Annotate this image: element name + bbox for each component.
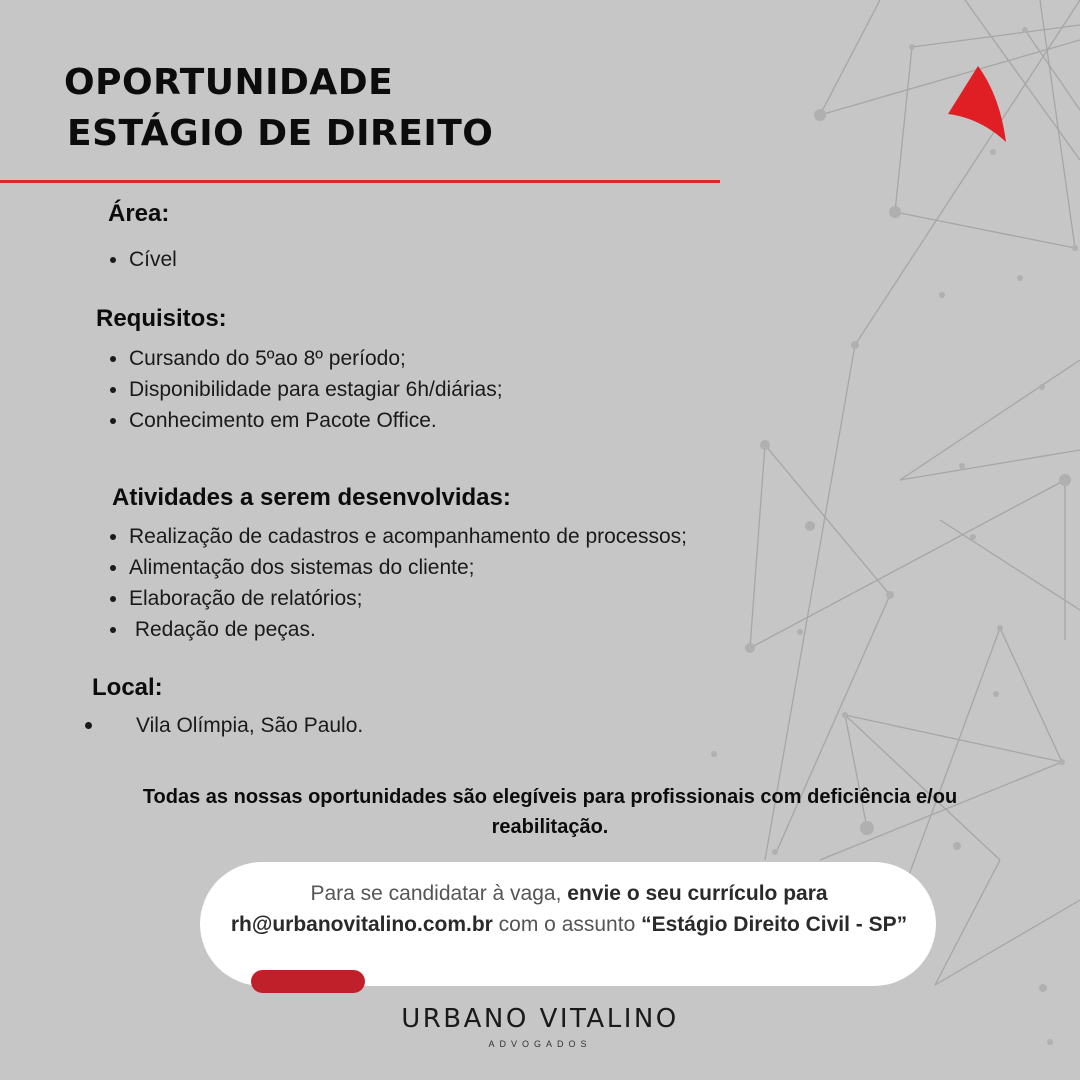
requisitos-heading: Requisitos: bbox=[96, 305, 227, 332]
red-triangle-logo-mark bbox=[948, 66, 1008, 144]
brand-logo-name: URBANO VITALINO bbox=[401, 1004, 679, 1034]
requisito-item: Disponibilidade para estagiar 6h/diárias; bbox=[108, 374, 503, 405]
cta-text-send-cv: envie o seu currículo para bbox=[567, 882, 828, 905]
atividade-item: Redação de peças. bbox=[108, 614, 687, 645]
local-value: Vila Olímpia, São Paulo. bbox=[136, 714, 364, 737]
cta-text-subject-label: com o assunto bbox=[492, 913, 642, 936]
requisito-item: Conhecimento em Pacote Office. bbox=[108, 405, 503, 436]
atividades-list bbox=[108, 521, 687, 645]
local-heading: Local: bbox=[92, 674, 163, 701]
cta-text-intro: Para se candidatar à vaga, bbox=[310, 882, 568, 905]
requisitos-list bbox=[108, 343, 503, 436]
brand-logo-tagline: ADVOGADOS bbox=[488, 1039, 592, 1049]
title-line-oportunidade: OPORTUNIDADE bbox=[64, 62, 394, 103]
atividade-item: Realização de cadastros e acompanhamento de processos; bbox=[108, 521, 687, 552]
red-divider bbox=[0, 180, 720, 183]
local-bullet-dot bbox=[85, 722, 92, 729]
cta-subject: “Estágio Direito Civil - SP” bbox=[641, 913, 908, 936]
atividade-item: Elaboração de relatórios; bbox=[108, 583, 687, 614]
application-instructions bbox=[222, 878, 916, 940]
requisito-item: Cursando do 5ºao 8º período; bbox=[108, 343, 503, 374]
atividade-item: Alimentação dos sistemas do cliente; bbox=[108, 552, 687, 583]
area-item: Cível bbox=[108, 244, 177, 275]
atividades-heading: Atividades a serem desenvolvidas: bbox=[112, 484, 511, 511]
title-line-estagio: ESTÁGIO DE DIREITO bbox=[67, 113, 494, 154]
area-list bbox=[108, 244, 177, 275]
area-heading: Área: bbox=[108, 200, 170, 227]
inclusion-notice: Todas as nossas oportunidades são elegíveis para profissionais com deficiência e/ou reabilitação. bbox=[142, 786, 958, 838]
red-accent-pill bbox=[251, 970, 365, 993]
cta-email-link[interactable]: rh@urbanovitalino.com.br bbox=[230, 913, 493, 936]
